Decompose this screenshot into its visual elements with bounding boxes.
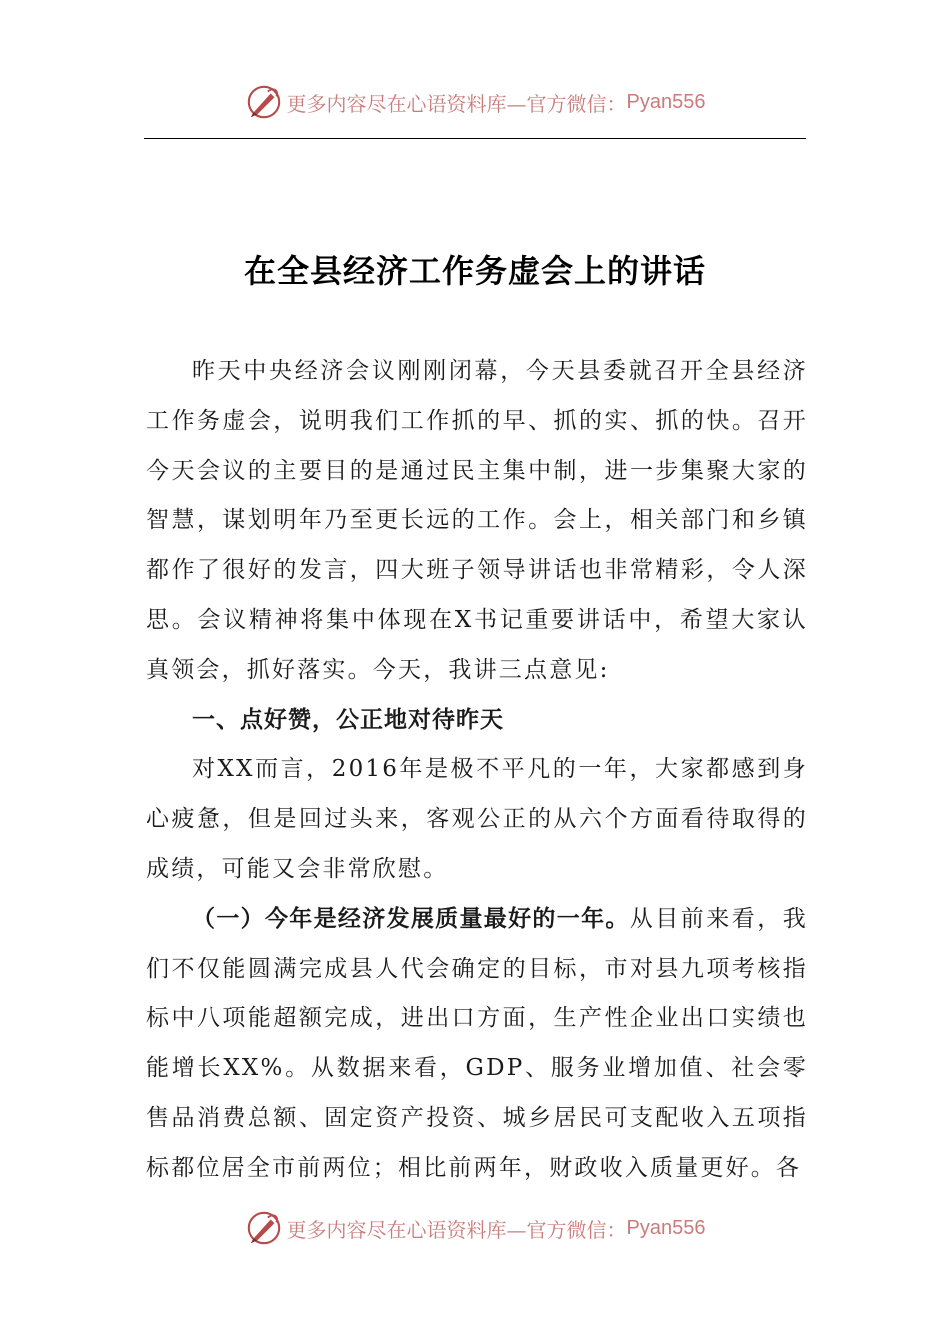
pen-logo-icon [245, 83, 283, 121]
subheading-economic-quality: （一）今年是经济发展质量最好的一年。 [192, 905, 630, 932]
document-title: 在全县经济工作务虚会上的讲话 [243, 252, 706, 290]
paragraph-2016-review: 对XX而言，2016年是极不平凡的一年，大家都感到身心疲惫，但是回过头来，客观公正的从六个方面看待取得的成绩，可能又会非常欣慰。 [146, 756, 808, 882]
paragraph-economic-quality [146, 895, 808, 1194]
section-heading-1: 一、点好赞，公正地对待昨天 [192, 706, 504, 733]
header-watermark [0, 82, 950, 122]
watermark-wechat-id: Pyan556 [626, 90, 706, 113]
watermark-text: 更多内容尽在心语资料库—官方微信： [286, 91, 627, 116]
pen-logo-icon [245, 1209, 283, 1247]
paragraph-economic-quality-text: 从目前来看，我们不仅能圆满完成县人代会确定的目标，市对县九项考核指标中八项能超额完成，进出口方面，生产性企业出口实绩也能增长XX%。从数据来看，GDP、服务业增加值、社会零售品消费总额、固定资产投资、城乡居民可支配收入五项指标都位居全市前两位；相比前两年，财政收入质量更好。各 [146, 905, 809, 1181]
document-body [146, 347, 808, 1194]
header-divider [144, 138, 806, 139]
footer-watermark [0, 1208, 950, 1248]
paragraph-intro: 昨天中央经济会议刚刚闭幕，今天县委就召开全县经济工作务虚会，说明我们工作抓的早、抓的实、抓的快。召开今天会议的主要目的是通过民主集中制，进一步集聚大家的智慧，谋划明年乃至更长远的工作。会上，相关部门和乡镇都作了很好的发言，四大班子领导讲话也非常精彩，令人深思。会议精神将集中体现在X书记重要讲话中，希望大家认真领会，抓好落实。今天，我讲三点意见: [146, 358, 808, 683]
watermark-wechat-id: Pyan556 [626, 1216, 706, 1239]
watermark-text: 更多内容尽在心语资料库—官方微信： [286, 1217, 627, 1242]
